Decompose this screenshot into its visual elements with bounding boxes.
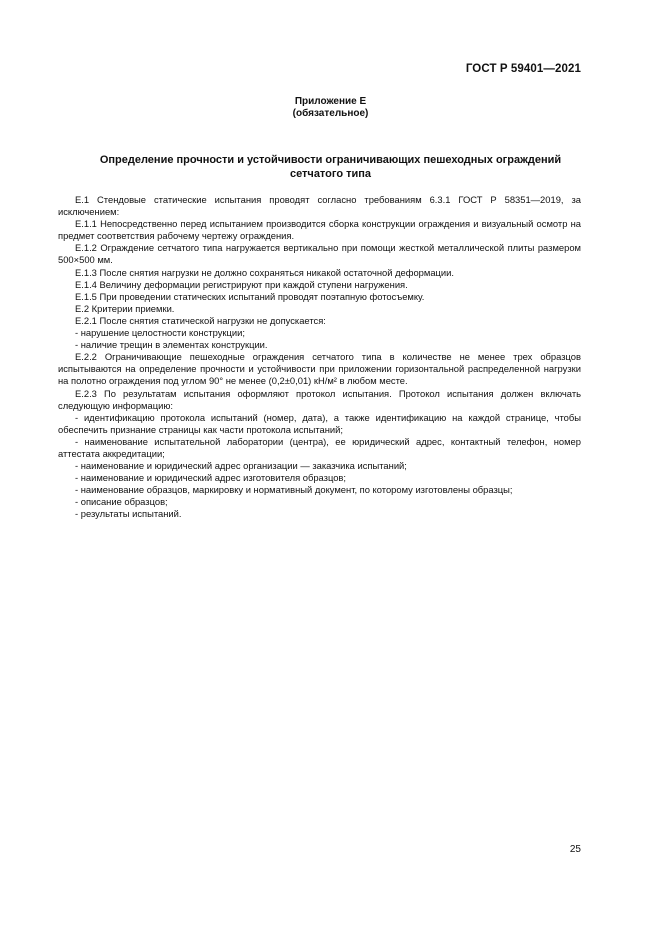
paragraph: Е.1.1 Непосредственно перед испытанием производится сборка конструкции ограждения и визуальный осмотр на предмет соответствия рабочему чертежу ограждения. <box>58 218 581 242</box>
paragraph: Е.1 Стендовые статические испытания проводят согласно требованиям 6.3.1 ГОСТ Р 58351—2019, за исключением: <box>58 194 581 218</box>
appendix-title: Приложение Е <box>294 96 367 107</box>
paragraph: Е.1.4 Величину деформации регистрируют при каждой ступени нагружения. <box>75 278 408 290</box>
list-item: - наименование и юридический адрес изготовителя образцов; <box>75 472 347 484</box>
section-title-line-1: Определение прочности и устойчивости ограничивающих пешеходных ограждений <box>99 154 562 166</box>
paragraph: Е.2.2 Ограничивающие пешеходные ограждения сетчатого типа в количестве не менее трех образцов испытываются на определение прочности и устойчивости при приложении горизонтальной распределенной нагрузки на полотно ограждения под углом 90° не менее (0,2±0,01) кН/м² в любом месте. <box>58 351 581 387</box>
paragraph: Е.2.3 По результатам испытания оформляют протокол испытания. Протокол испытания должен включать следующую информацию: <box>58 387 581 411</box>
paragraph: Е.2.1 После снятия статической нагрузки не допускается: <box>75 314 326 326</box>
appendix-heading <box>0 96 661 120</box>
list-item: - нарушение целостности конструкции; <box>75 327 245 339</box>
paragraph: Е.2 Критерии приемки. <box>75 302 175 314</box>
paragraph: Е.1.5 При проведении статических испытаний проводят поэтапную фотосъемку. <box>75 290 425 302</box>
list-item: - наименование образцов, маркировку и нормативный документ, по которому изготовлены образцы; <box>75 484 513 496</box>
section-title-line-2: сетчатого типа <box>289 168 372 180</box>
list-item: - идентификацию протокола испытаний (номер, дата), а также идентификацию на каждой странице, чтобы обеспечить признание страницы как части протокола испытаний; <box>58 411 581 435</box>
paragraph: Е.1.2 Ограждение сетчатого типа нагружается вертикально при помощи жесткой металлической плиты размером 500×500 мм. <box>58 242 581 266</box>
body-text <box>58 194 581 521</box>
list-item: - наличие трещин в элементах конструкции. <box>75 339 268 351</box>
document-code: ГОСТ Р 59401—2021 <box>465 63 581 75</box>
section-title <box>60 153 601 181</box>
list-item: - результаты испытаний. <box>75 508 182 520</box>
paragraph: Е.1.3 После снятия нагрузки не должно сохраняться никакой остаточной деформации. <box>75 266 454 278</box>
list-item: - описание образцов; <box>75 496 168 508</box>
page-number: 25 <box>569 844 581 855</box>
list-item: - наименование и юридический адрес организации — заказчика испытаний; <box>75 460 407 472</box>
list-item: - наименование испытательной лаборатории (центра), ее юридический адрес, контактный телефон, номер аттестата аккредитации; <box>58 435 581 459</box>
appendix-status: (обязательное) <box>292 108 369 119</box>
